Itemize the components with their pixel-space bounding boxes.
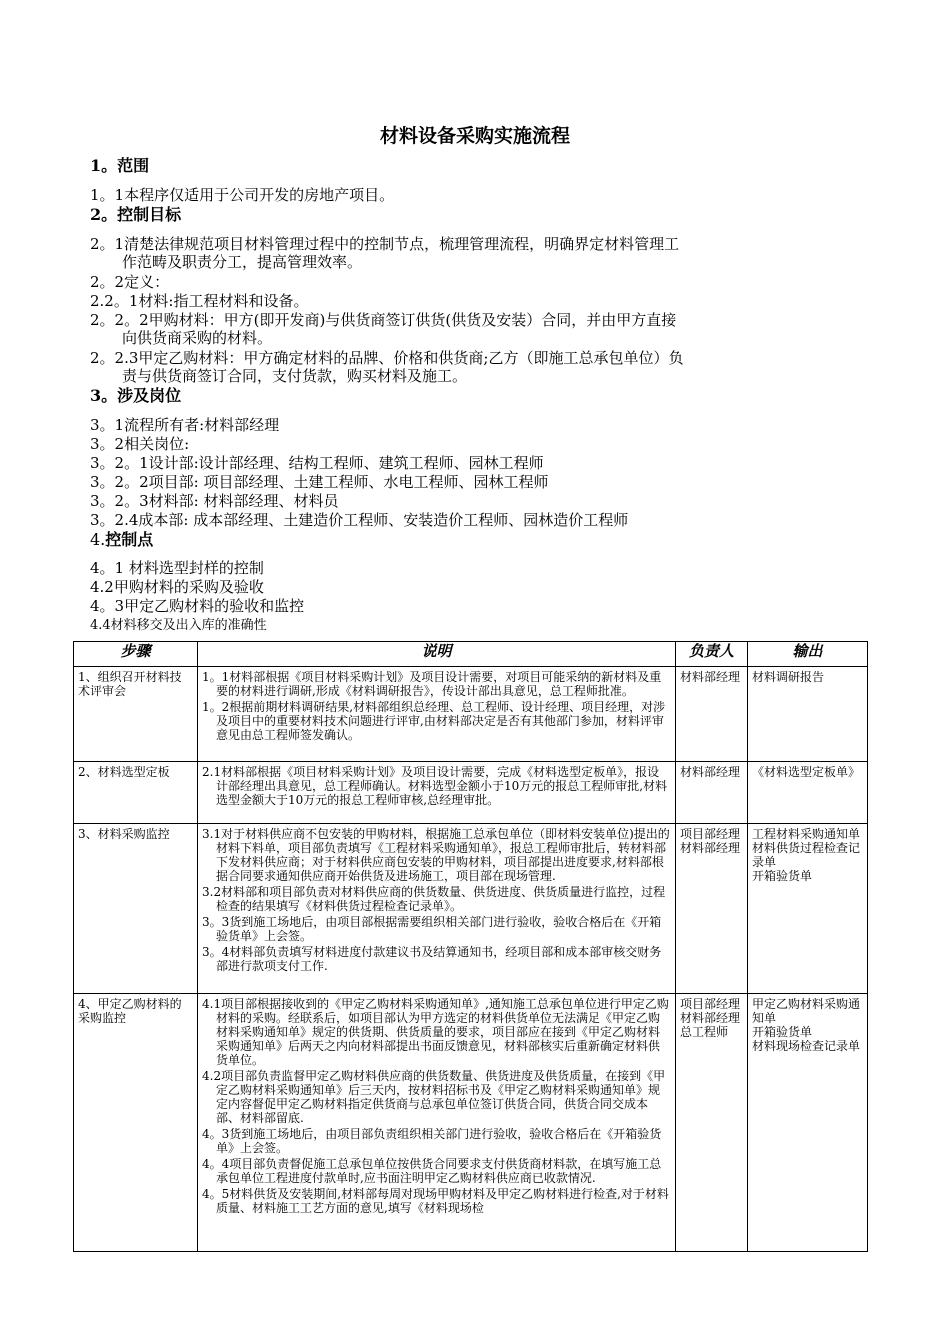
responsible-item: 材料部经理 xyxy=(680,841,741,855)
objective-line-cont: 作范畴及职责分工，提高管理效率。 xyxy=(122,253,363,271)
position-line: 3。2.4成本部: 成本部经理、土建造价工程师、安装造价工程师、园林造价工程师 xyxy=(90,511,629,529)
output-item: 开箱验货单 xyxy=(752,1025,813,1039)
header-step: 步骤 xyxy=(74,642,198,667)
position-line: 3。2。3材料部: 材料部经理、材料员 xyxy=(90,492,339,510)
table-row xyxy=(74,824,868,994)
definition-owner-purchase: 2。2。2甲购材料：甲方(即开发商)与供货商签订供货(供货及安装）合同，并由甲方直接 xyxy=(90,311,677,329)
scope-line: 1。1本程序仅适用于公司开发的房地产项目。 xyxy=(90,186,395,204)
description-item: 3.1对于材料供应商不包安装的甲购材料，根据施工总承包单位（即材料安装单位)提出的材料下料单，项目部负责填写《工程材料采购通知单》，报总工程师审批后，转材料部下发材料供应商；对于材料供应商包安装的甲购材料，项目部提出进度要求,材料部根据合同要求通知供应商开始供货及进场施工，项目部在现场管理. xyxy=(202,827,670,883)
section-heading-positions: 3。涉及岗位 xyxy=(90,386,182,405)
definition-owner-purchase-cont: 向供货商采购的材料。 xyxy=(122,329,273,347)
definition-contractor-purchase: 2。2.3甲定乙购材料：甲方确定材料的品牌、价格和供货商;乙方（即施工总承包单位）负 xyxy=(90,349,684,367)
description-item: 4。3货到施工场地后，由项目部负责组织相关部门进行验收，验收合格后在《开箱验货单》上会签。 xyxy=(202,1127,662,1155)
responsible-item: 材料部经理 xyxy=(680,1011,741,1025)
responsible-cell xyxy=(676,824,748,994)
output-item: 甲定乙购材料采购通知单 xyxy=(752,997,861,1025)
responsible-cell xyxy=(676,762,748,824)
output-cell xyxy=(748,762,868,824)
responsible-item: 总工程师 xyxy=(680,1025,729,1039)
description-cell xyxy=(198,824,676,994)
position-line: 3。1流程所有者:材料部经理 xyxy=(90,416,280,434)
definition-heading: 2。2定义： xyxy=(90,273,170,291)
control-point-line: 4.2甲购材料的采购及验收 xyxy=(90,578,264,596)
header-responsible: 负责人 xyxy=(676,642,748,667)
output-item: 材料供货过程检查记录单 xyxy=(752,841,861,869)
header-description: 说明 xyxy=(198,642,676,667)
description-item: 3。3货到施工场地后，由项目部根据需要组织相关部门进行验收，验收合格后在《开箱验货单》上会签。 xyxy=(202,915,662,943)
header-output: 输出 xyxy=(748,642,868,667)
description-item: 2.1材料部根据《项目材料采购计划》及项目设计需要，完成《材料选型定板单》，报设计部经理出具意见，总工程师确认。材料选型金额小于10万元的报总工程师审批,材料选型金额大于10万元的报总工程师审核,总经理审批。 xyxy=(202,765,668,807)
description-item: 3。4材料部负责填写材料进度付款建议书及结算通知书，经项目部和成本部审核交财务部进行款项支付工作. xyxy=(202,945,662,973)
output-cell xyxy=(748,667,868,762)
responsible-cell xyxy=(676,667,748,762)
output-cell xyxy=(748,994,868,1252)
section-heading-objective: 2。控制目标 xyxy=(90,205,182,224)
output-item: 开箱验货单 xyxy=(752,869,813,883)
heading-number: 4. xyxy=(90,530,106,549)
responsible-cell xyxy=(676,994,748,1252)
process-table xyxy=(73,641,868,1252)
description-item: 4。4项目部负责督促施工总承包单位按供货合同要求支付供货商材料款，在填写施工总承包单位工程进度付款单时,应书面注明甲定乙购材料供应商已收款情况. xyxy=(202,1157,662,1185)
description-item: 1。2根据前期材料调研结果,材料部组织总经理、总工程师、设计经理、项目经理，对涉及项目中的重要材料技术问题进行评审,由材料部决定是否有其他部门参加，材料评审意见由总工程师签发确认。 xyxy=(202,700,666,742)
control-point-line: 4。3甲定乙购材料的验收和监控 xyxy=(90,597,305,615)
output-item: 《材料选型定板单》 xyxy=(752,765,861,779)
description-item: 1。1材料部根据《项目材料采购计划》及项目设计需要，对项目可能采纳的新材料及重要的材料进行调研,形成《材料调研报告》，传设计部出具意见，总工程师批准。 xyxy=(202,670,662,698)
description-item: 4.2项目部负责监督甲定乙购材料供应商的供货数量、供货进度及供货质量，在接到《甲定乙购材料采购通知单》后三天内，按材料招标书及《甲定乙购材料采购通知单》规定内容督促甲定乙购材料指定供货商与总承包单位签订供货合同，供货合同交成本部、材料部留底. xyxy=(202,1069,666,1125)
table-row xyxy=(74,762,868,824)
output-item: 材料现场检查记录单 xyxy=(752,1039,861,1053)
position-line: 3。2。1设计部:设计部经理、结构工程师、建筑工程师、园林工程师 xyxy=(90,454,544,472)
control-point-line: 4。1 材料选型封样的控制 xyxy=(90,559,264,577)
description-cell xyxy=(198,667,676,762)
heading-text: 控制点 xyxy=(105,530,154,549)
description-item: 4.1项目部根据接收到的《甲定乙购材料采购通知单》,通知施工总承包单位进行甲定乙购材料的采购。经联系后，如项目部认为甲方选定的材料供货单位无法满足《甲定乙购材料采购通知单》规定的供货期、供货质量的要求，项目部应在接到《甲定乙购材料采购通知单》后两天之内向材料部提出书面反馈意见，材料部核实后重新确定材料供货单位。 xyxy=(202,997,669,1067)
position-line: 3。2。2项目部: 项目部经理、土建工程师、水电工程师、园林工程师 xyxy=(90,473,549,491)
description-cell xyxy=(198,994,676,1252)
table-header-row xyxy=(74,642,868,667)
section-heading-control-points xyxy=(90,530,153,550)
description-item: 4。5材料供货及安装期间,材料部每周对现场甲购材料及甲定乙购材料进行检查,对于材料质量、材料施工工艺方面的意见,填写《材料现场检 xyxy=(202,1187,669,1215)
position-line: 3。2相关岗位: xyxy=(90,435,190,453)
responsible-item: 项目部经理 xyxy=(680,997,741,1011)
output-item: 材料调研报告 xyxy=(752,670,825,684)
document-title: 材料设备采购实施流程 xyxy=(379,125,570,147)
section-heading-scope: 1。范围 xyxy=(90,156,150,175)
output-cell xyxy=(748,824,868,994)
definition-contractor-purchase-cont: 责与供货商签订合同，支付货款，购买材料及施工。 xyxy=(122,367,468,385)
table-row xyxy=(74,994,868,1252)
definition-material: 2.2。1材料:指工程材料和设备。 xyxy=(90,292,309,310)
step-cell: 4、甲定乙购材料的采购监控 xyxy=(74,994,198,1252)
description-cell xyxy=(198,762,676,824)
table-row xyxy=(74,667,868,762)
step-cell: 2、材料选型定板 xyxy=(74,762,198,824)
description-item: 3.2材料部和项目部负责对材料供应商的供货数量、供货进度、供货质量进行监控，过程检查的结果填写《材料供货过程检查记录单》。 xyxy=(202,885,666,913)
step-cell: 1、组织召开材料技术评审会 xyxy=(74,667,198,762)
step-cell: 3、材料采购监控 xyxy=(74,824,198,994)
responsible-item: 材料部经理 xyxy=(680,765,741,779)
control-point-line: 4.4材料移交及出入库的准确性 xyxy=(90,618,267,633)
objective-line: 2。1清楚法律规范项目材料管理过程中的控制节点，梳理管理流程，明确界定材料管理工 xyxy=(90,235,680,253)
responsible-item: 材料部经理 xyxy=(680,670,741,684)
responsible-item: 项目部经理 xyxy=(680,827,741,841)
output-item: 工程材料采购通知单 xyxy=(752,827,861,841)
